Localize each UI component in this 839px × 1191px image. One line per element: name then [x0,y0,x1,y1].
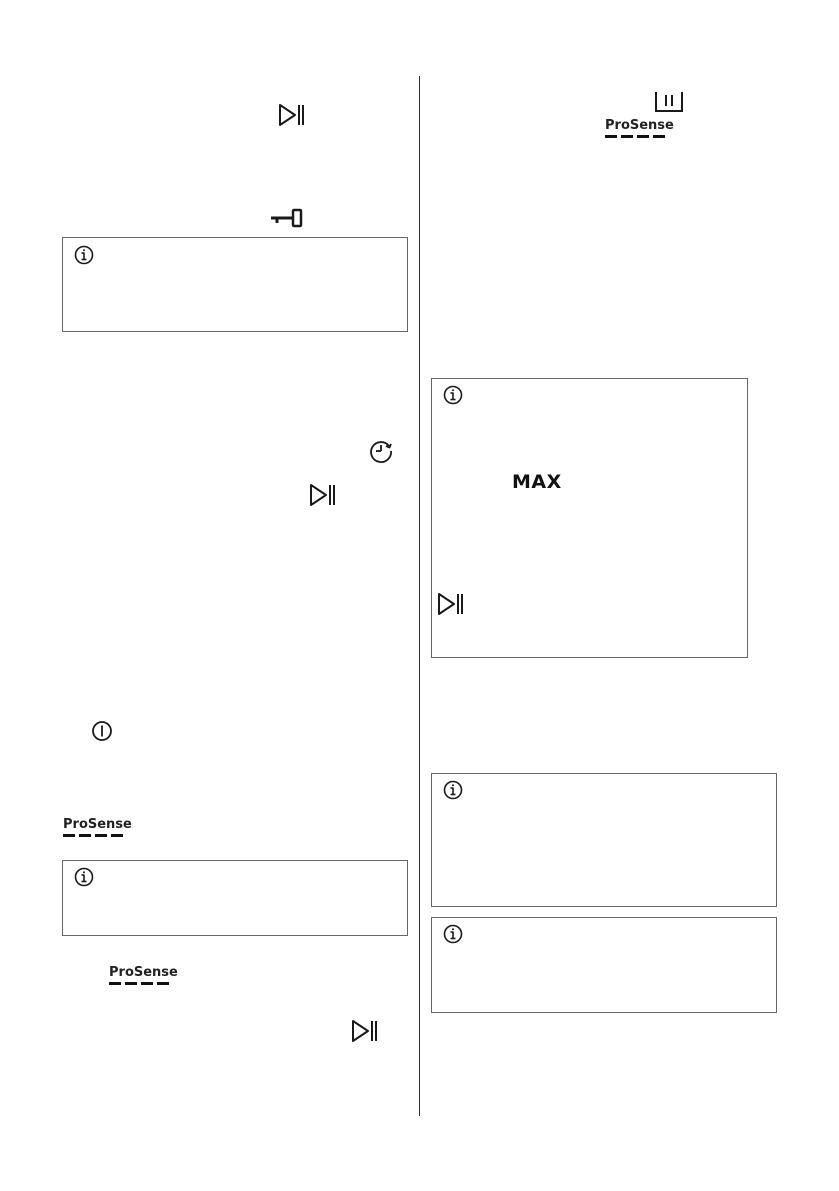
play-pause-icon [278,103,306,131]
prosense-label: ProSense [109,965,178,980]
play-pause-icon [309,483,337,511]
info-note-box [62,860,408,936]
prosense-label: ProSense [605,118,674,133]
play-pause-icon [351,1019,379,1047]
info-icon [443,924,463,948]
info-note-box [431,378,748,658]
info-icon [443,780,463,804]
max-label: MAX [512,471,562,493]
prosense-logo [109,966,178,985]
prosense-logo [63,818,132,837]
play-pause-icon [437,592,465,620]
container-icon [654,90,684,118]
column-divider [419,76,420,1116]
prosense-logo [605,119,674,138]
on-off-icon [91,720,113,746]
info-note-box [431,917,777,1013]
info-note-box [431,773,777,907]
info-icon [74,867,94,891]
child-lock-key-icon [270,208,304,232]
info-note-box [62,237,408,332]
info-icon [443,385,463,409]
time-delay-clock-icon [368,438,394,468]
info-icon [74,245,94,269]
prosense-label: ProSense [63,817,132,832]
